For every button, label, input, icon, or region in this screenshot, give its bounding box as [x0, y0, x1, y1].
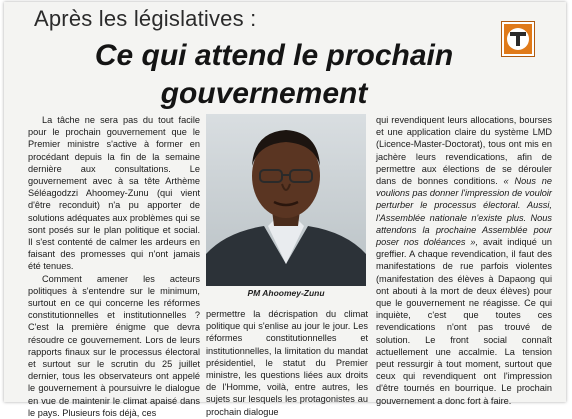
article-kicker: Après les législatives : — [34, 6, 257, 31]
article-column-3 — [376, 114, 552, 406]
headline-line-1: Ce qui attend le prochain — [94, 39, 454, 72]
headline-line-2: gouvernement — [160, 77, 368, 110]
t-logo-icon — [502, 22, 534, 56]
portrait-photo — [206, 114, 366, 286]
article-column-1 — [28, 114, 200, 418]
column-3-text-start: qui revendiquent leurs allocations, bourses et une application claire du système LMD (Licence-Master-Doctorat), tous ont mis en jachère leurs revendications, afin de permettre aux élections de se dérouler dans de bonnes conditions. — [376, 115, 552, 187]
photo-caption: PM Ahoomey-Zunu — [247, 288, 325, 298]
column-1-paragraph-1: La tâche ne sera pas du tout facile pour le prochain gouvernement que le Premier ministre s'active à former en procédant depuis la fin de la semaine dernière aux consultations. Le gouvernement avec à sa tête Arthème Séléagodzzi Ahoomey-Zunu (qui vient d'être reconduit) n'a pu apporter de solutions adéquates aux problèmes qui se sont posés sur le plan politique et social. Il s'est contenté de calmer les ardeurs en faisant des promesses qui n'ont jamais été tenues. — [28, 115, 200, 272]
column-1-paragraph-2: Comment amener les acteurs politiques à s'entendre sur le minimum, surtout en ce qui concerne les réformes constitutionnelles et institutionnelles ? C'est la première énigme que devra résoudre ce gouvernement. Lors de leurs rapports finaux sur le processus électoral et surtout sur le scrutin du 25 juillet dernier, tous les observateurs ont appelé le gouvernement à poursuivre le dialogue en vue de maintenir le climat apaisé dans le pays. Plusieurs fois déjà, ces — [28, 273, 200, 418]
column-3-quote: « Nous ne voulions pas donner l'impression de vouloir perturber le processus électoral. Aussi, l'Assemblée nationale n'existe plus. Nous attendons la prochaine Assemblée pour poser nos doléances », — [376, 176, 552, 248]
column-3-text-end: avait indiqué un greffier. A chaque revendication, il faut des manifestations de rue parfois violentes (manifestation des élèves à Dapaong qui ont abouti à la mort de deux élèves) pour que le gouvernement ne réagisse. Ce qui inquiète, c'est que toutes ces revendications n'ont pas trouvé de solution. Le front social connaît actuellement une accalmie. La tension peut ressurgir à tout moment, surtout que ceux qui revendiquent ont l'impression d'être tournés en bourrique. Le prochain gouvernement a donc fort à faire. — [376, 237, 552, 406]
newspaper-clipping — [4, 2, 566, 418]
column-2-paragraph: permettre la décrispation du climat politique qui s'enlise au jour le jour. Les réformes constitutionnelles et institutionnelles, la limitation du mandat présidentiel, le statut du Premier ministre, les questions liées aux droits de l'Homme, voilà, entre autres, les sujets sur lesquels les protagonistes au prochain dialogue — [206, 309, 368, 417]
article-column-2 — [206, 308, 368, 417]
